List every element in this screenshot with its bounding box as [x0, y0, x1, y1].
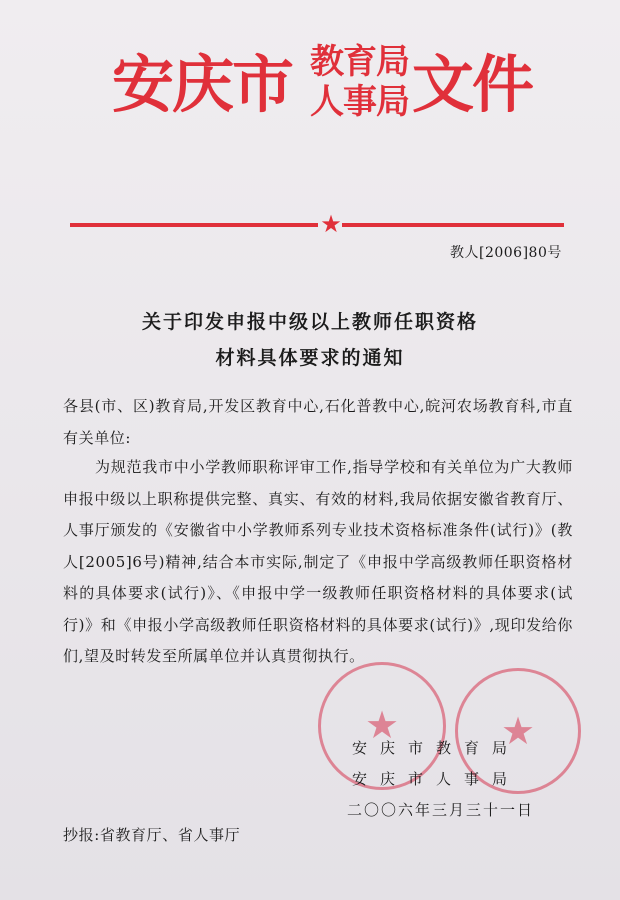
masthead-doc-type: 文件	[412, 48, 533, 121]
signature-date: 二〇〇六年三月三十一日	[347, 801, 535, 819]
masthead-dept-education: 教育局	[310, 42, 409, 82]
signature-personnel-bureau: 安庆市人事局	[352, 770, 521, 788]
masthead-dept-personnel: 人事局	[310, 82, 409, 122]
carbon-copy: 抄报:省教育厅、省人事厅	[63, 826, 241, 844]
body-paragraph: 为规范我市中小学教师职称评审工作,指导学校和有关单位为广大教师申报中级以上职称提供完整、真实、有效的材料,我局依据安徽省教育厅、人事厅颁发的《安徽省中小学教师系列专业技术资格标准条件(试行)》(教人[2005]6号)精神,结合本市实际,制定了《申报中学高级教师任职资格材料的具体要求(试行)》、《申报中学一级教师任职资格材料的具体要求(试行)》和《申报小学高级教师任职资格材料的具体要求(试行)》,现印发给你们,望及时转发至所属单位并认真贯彻执行。	[63, 458, 573, 665]
red-rule-left	[70, 223, 318, 227]
title-line-2: 材料具体要求的通知	[215, 347, 405, 369]
star-icon: ★	[320, 210, 342, 238]
seal-star-icon: ★	[364, 703, 400, 747]
title-line-1: 关于印发申报中级以上教师任职资格	[141, 311, 478, 333]
masthead-departments	[310, 42, 414, 122]
masthead	[112, 38, 582, 138]
seal-star-icon: ★	[500, 709, 536, 753]
signature-education-bureau: 安庆市教育局	[352, 739, 521, 757]
red-rule-right	[342, 223, 564, 227]
masthead-city: 安庆市	[112, 48, 293, 121]
document-number: 教人[2006]80号	[450, 245, 562, 261]
addressee: 各县(市、区)教育局,开发区教育中心,石化普教中心,皖河农场教育科,市直有关单位:	[63, 397, 573, 447]
